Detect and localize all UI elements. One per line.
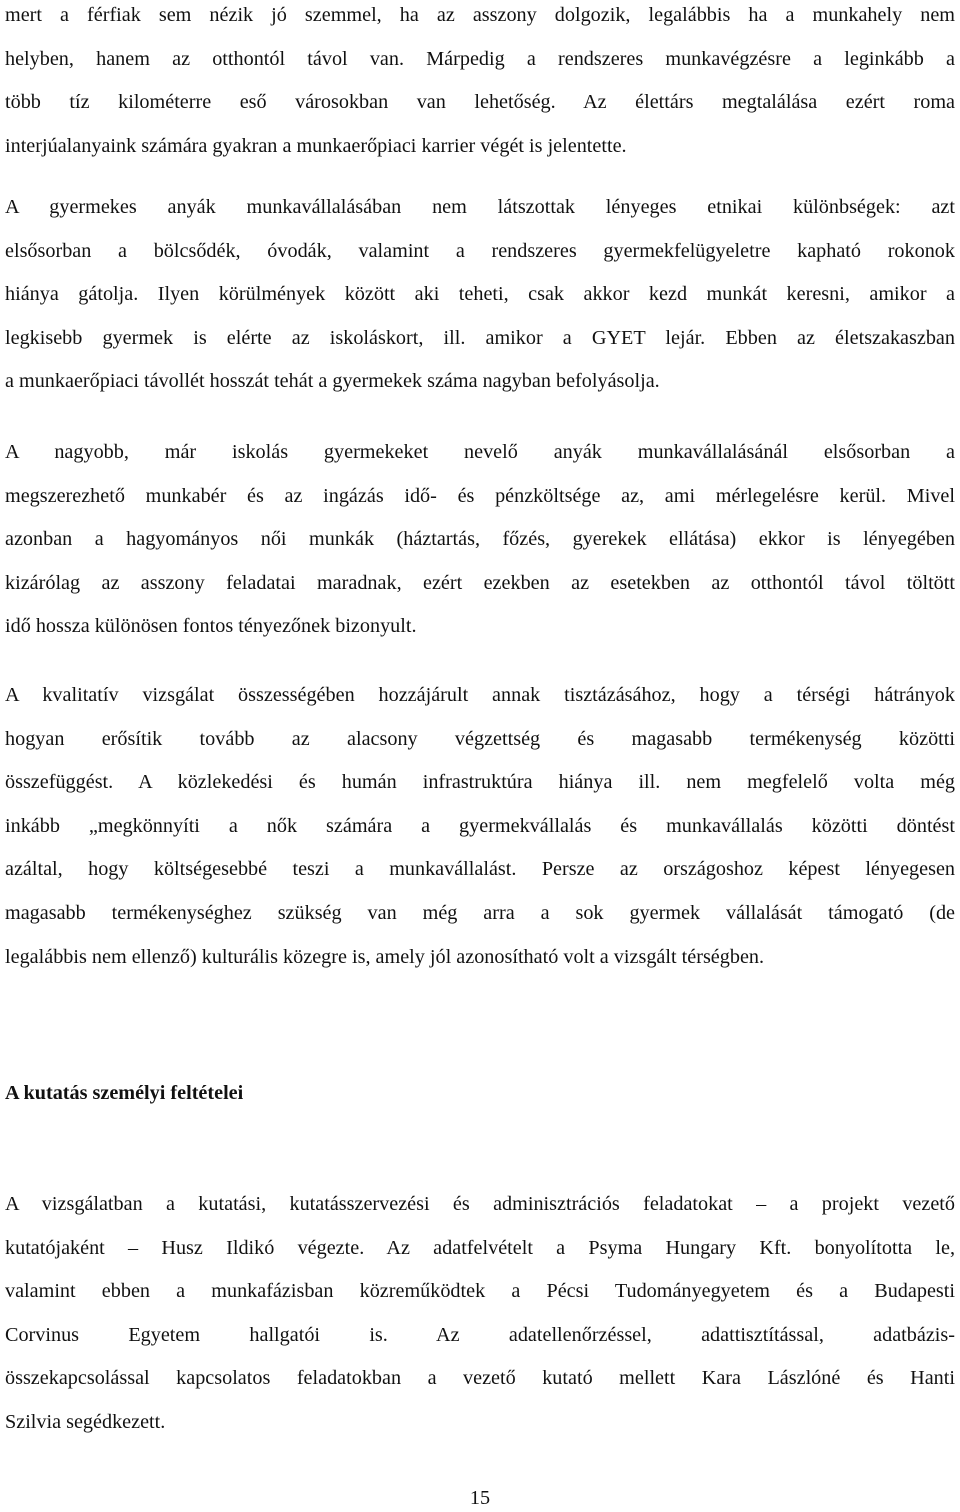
text-line: összefüggést. A közlekedési és humán infrastruktúra hiánya ill. nem megfelelő volta még xyxy=(5,771,955,794)
text-line: összekapcsolással kapcsolatos feladatokban a vezető kutató mellett Kara Lászlóné és Hanti xyxy=(5,1367,955,1390)
text-line: A gyermekes anyák munkavállalásában nem látszottak lényeges etnikai különbségek: azt xyxy=(5,196,955,218)
section-heading: A kutatás személyi feltételei xyxy=(5,1082,244,1104)
paragraph-5 xyxy=(5,1183,955,1445)
text-line: hogyan erősítik tovább az alacsony végzettség és magasabb termékenység közötti xyxy=(5,727,955,750)
text-line: megszerezhető munkabér és az ingázás idő- és pénzköltsége az, ami mérlegelésre kerül. Mivel xyxy=(5,484,955,507)
text-line: legalábbis nem ellenző) kulturális közegre is, amely jól azonosítható volt a vizsgált térségben. xyxy=(5,945,765,968)
text-line: A kvalitatív vizsgálat összességében hozzájárult annak tisztázásához, hogy a térségi hátrányok xyxy=(5,684,955,706)
text-line: Szilvia segédkezett. xyxy=(5,1410,166,1433)
text-line: mert a férfiak sem nézik jó szemmel, ha az asszony dolgozik, legalábbis ha a munkahely nem xyxy=(5,4,955,26)
text-line: legkisebb gyermek is elérte az iskoláskort, ill. amikor a GYET lejár. Ebben az életszakaszban xyxy=(5,326,955,349)
paragraph-1 xyxy=(5,0,955,168)
paragraph-3 xyxy=(5,431,955,649)
text-line: azonban a hagyományos női munkák (háztartás, főzés, gyerekek ellátása) ekkor is lényegében xyxy=(5,528,955,551)
text-line: A vizsgálatban a kutatási, kutatásszervezési és adminisztrációs feladatokat – a projekt vezető xyxy=(5,1193,955,1215)
text-line: kizárólag az asszony feladatai maradnak, ezért ezekben az esetekben az otthontól távol töltött xyxy=(5,571,955,594)
text-line: interjúalanyaink számára gyakran a munkaerőpiaci karrier végét is jelentette. xyxy=(5,134,627,157)
text-line: A nagyobb, már iskolás gyermekeket nevelő anyák munkavállalásánál elsősorban a xyxy=(5,441,955,463)
text-line: több tíz kilométerre eső városokban van lehetőség. Az élettárs megtalálása ezért roma xyxy=(5,91,955,114)
paragraph-2 xyxy=(5,186,955,404)
page-number: 15 xyxy=(469,1487,491,1509)
text-line: inkább „megkönnyíti a nők számára a gyermekvállalás és munkavállalás közötti döntést xyxy=(5,814,955,837)
paragraph-4 xyxy=(5,674,955,979)
text-line: Corvinus Egyetem hallgatói is. Az adatellenőrzéssel, adattisztítással, adatbázis- xyxy=(5,1323,955,1346)
text-line: idő hossza különösen fontos tényezőnek bizonyult. xyxy=(5,615,417,638)
text-line: hiánya gátolja. Ilyen körülmények között aki teheti, csak akkor kezd munkát keresni, amikor a xyxy=(5,283,955,306)
text-line: kutatójaként – Husz Ildikó végezte. Az adatfelvételt a Psyma Hungary Kft. bonyolította le, xyxy=(5,1236,955,1259)
text-line: valamint ebben a munkafázisban közreműködtek a Pécsi Tudományegyetem és a Budapesti xyxy=(5,1280,955,1303)
text-line: magasabb termékenységhez szükség van még arra a sok gyermek vállalását támogató (de xyxy=(5,901,955,924)
text-line: azáltal, hogy költségesebbé teszi a munkavállalást. Persze az országoshoz képest lényegesen xyxy=(5,858,955,881)
text-line: elsősorban a bölcsődék, óvodák, valamint a rendszeres gyermekfelügyeletre kapható rokonok xyxy=(5,239,955,262)
text-line: a munkaerőpiaci távollét hosszát tehát a gyermekek száma nagyban befolyásolja. xyxy=(5,370,660,393)
text-line: helyben, hanem az otthontól távol van. Márpedig a rendszeres munkavégzésre a leginkább a xyxy=(5,47,955,70)
